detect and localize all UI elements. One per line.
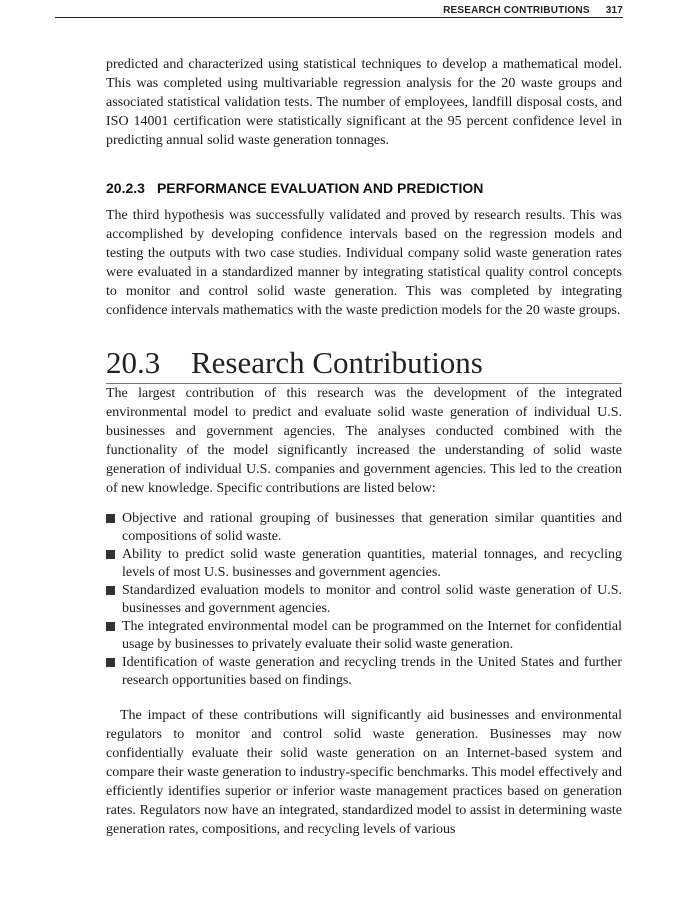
intro-paragraph: predicted and characterized using statistical techniques to develop a mathematical model. This was completed using multivariable regression analysis for the 20 waste groups and associated statistical validation tests. The number of employees, landfill disposal costs, and ISO 14001 certification were statistically significant at the 95 percent confidence level in predicting annual solid waste generation tonnages. (106, 57, 622, 148)
bullet-square-icon (106, 586, 115, 595)
subsection-heading (106, 179, 622, 197)
subsection-title: PERFORMANCE EVALUATION AND PREDICTION (156, 180, 484, 196)
section-paragraph: The largest contribution of this research was the development of the integrated environmental model to predict and evaluate solid waste generation of individual U.S. businesses and government agencies. The analyses conducted combined with the functionality of the model significantly increased the understanding of solid waste generation of individual U.S. companies and government agencies. This led to the creation of new knowledge. Specific contributions are listed below: (106, 386, 622, 496)
running-title: RESEARCH CONTRIBUTIONS (443, 5, 590, 16)
list-item (106, 582, 622, 618)
bullet-square-icon (106, 514, 115, 523)
page-number: 317 (605, 5, 623, 16)
closing-paragraph: The impact of these contributions will significantly aid businesses and environmental regulators to monitor and control solid waste generation. Businesses may now confidentially evaluate their solid waste generation on an Internet-based system and compare their waste generation to industry-specific benchmarks. This model effectively and efficiently identifies superior or inferior waste management practices based on generation rates. Regulators now have an integrated, standardized model to assist in determining waste generation rates, compositions, and recycling levels of various (106, 708, 622, 837)
subsection-number: 20.2.3 (106, 180, 145, 196)
header-rule (55, 17, 623, 18)
contributions-list (106, 510, 622, 690)
bullet-square-icon (106, 658, 115, 667)
list-item-text: Objective and rational grouping of businesses that generation similar quantities and compositions of solid waste. (122, 511, 622, 544)
bullet-square-icon (106, 550, 115, 559)
page-body (106, 55, 622, 839)
list-item (106, 546, 622, 582)
list-item-text: The integrated environmental model can be programmed on the Internet for confidential usage by businesses to privately evaluate their solid waste generation. (122, 619, 622, 652)
list-item-text: Identification of waste generation and recycling trends in the United States and further research opportunities based on findings. (122, 655, 622, 688)
running-head (443, 5, 623, 16)
list-item (106, 510, 622, 546)
list-item (106, 618, 622, 654)
subsection-paragraph: The third hypothesis was successfully validated and proved by research results. This was accomplished by developing confidence intervals based on the regression models and testing the outputs with two case studies. Individual company solid waste generation rates were evaluated in a standardized manner by integrating statistical quality control concepts to monitor and control solid waste generation. This was completed by integrating confidence intervals mathematics with the waste prediction models for the 20 waste groups. (106, 208, 622, 318)
list-item-text: Standardized evaluation models to monitor and control solid waste generation of U.S. businesses and government agencies. (122, 583, 622, 616)
bullet-square-icon (106, 622, 115, 631)
section-heading (106, 345, 622, 384)
section-number: 20.3 (106, 345, 161, 380)
list-item (106, 654, 622, 690)
section-title: Research Contributions (191, 345, 483, 380)
list-item-text: Ability to predict solid waste generation quantities, material tonnages, and recycling levels of most U.S. businesses and government agencies. (122, 547, 622, 580)
